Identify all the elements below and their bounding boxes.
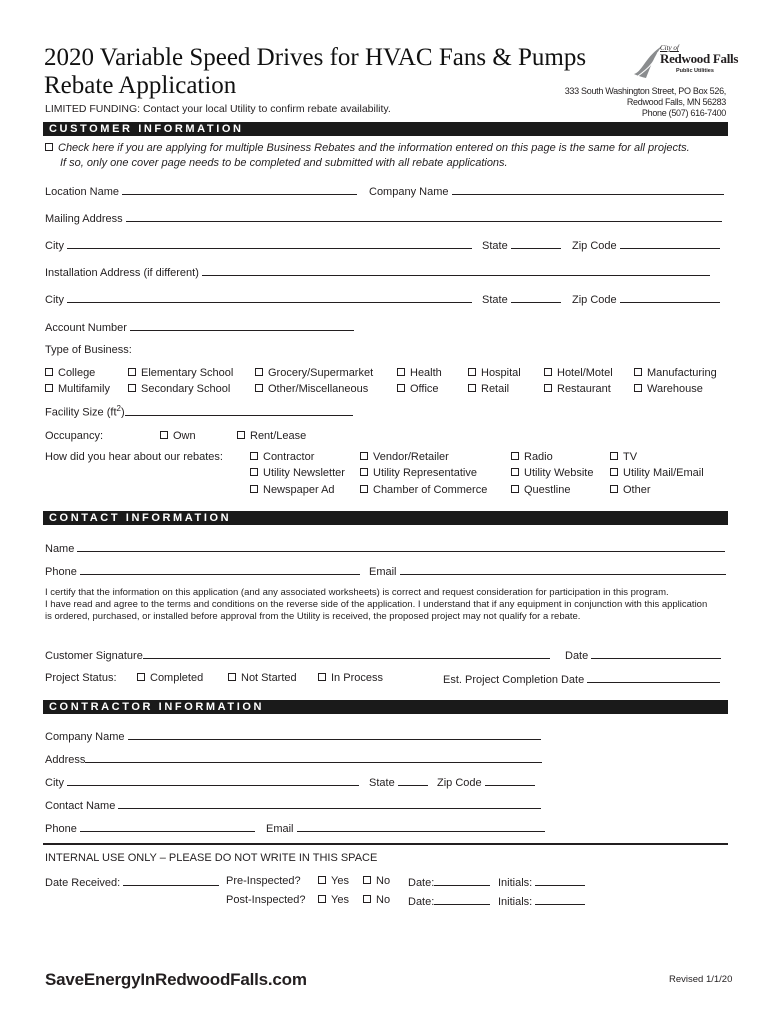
business-hospital-checkbox[interactable] [468, 368, 476, 376]
occupancy-rent-label: Rent/Lease [250, 430, 307, 442]
note-line-2: If so, only one cover page needs to be completed and submitted with all rebate applications. [60, 157, 508, 169]
no-label: No [376, 875, 391, 887]
hear-other[interactable] [610, 484, 651, 496]
installation-address-label: Installation Address (if different) [45, 267, 199, 279]
contractor-contact-row [45, 798, 541, 812]
business-health-checkbox[interactable] [397, 368, 405, 376]
business-health-label: Health [410, 367, 442, 379]
business-hotel-motel-label: Hotel/Motel [557, 367, 613, 379]
contractor-info-heading: CONTRACTOR INFORMATION [43, 700, 728, 714]
post-date-label: Date: [408, 896, 435, 908]
contact-email-label: Email [369, 566, 397, 578]
hear-vendor-retailer-checkbox[interactable] [360, 452, 368, 460]
business-secondary-school[interactable] [128, 383, 230, 395]
business-multifamily-label: Multifamily [58, 383, 110, 395]
contact-email-row [369, 564, 726, 578]
yes-label: Yes [331, 875, 349, 887]
contractor-company-label: Company Name [45, 731, 125, 743]
status-not-started-checkbox[interactable] [228, 673, 236, 681]
hear-radio-label: Radio [524, 451, 553, 463]
installation-address-field[interactable] [202, 265, 710, 276]
hear-utility-website-checkbox[interactable] [511, 468, 519, 476]
zip-row-2 [572, 292, 720, 306]
contractor-company-row [45, 729, 541, 743]
hear-questline-checkbox[interactable] [511, 485, 519, 493]
multiple-rebates-note [45, 141, 690, 156]
contact-phone-row [45, 564, 360, 578]
location-name-row [45, 184, 357, 198]
hear-utility-website-label: Utility Website [524, 467, 594, 479]
hear-utility-representative[interactable] [360, 467, 477, 479]
contractor-contact-label: Contact Name [45, 800, 116, 812]
pre-initials-label: Initials: [498, 877, 533, 889]
state-field[interactable] [511, 238, 561, 249]
facility-size-row [45, 404, 353, 419]
occupancy-own[interactable] [160, 430, 196, 442]
hear-radio[interactable] [511, 451, 553, 463]
type-of-business-label: Type of Business: [45, 344, 132, 356]
hear-utility-newsletter-label: Utility Newsletter [263, 467, 345, 479]
limited-funding-note: LIMITED FUNDING: Contact your local Utility to confirm rebate availability. [45, 103, 391, 115]
business-restaurant-checkbox[interactable] [544, 384, 552, 392]
occupancy-own-checkbox[interactable] [160, 431, 168, 439]
contact-phone-field[interactable] [80, 564, 360, 575]
yes-label: Yes [331, 894, 349, 906]
post-inspected-yes[interactable] [318, 894, 349, 906]
contractor-address-row [45, 752, 542, 766]
est-completion-field[interactable] [587, 672, 720, 683]
business-grocery-supermarket-checkbox[interactable] [255, 368, 263, 376]
internal-use-heading: INTERNAL USE ONLY – PLEASE DO NOT WRITE IN THIS SPACE [45, 852, 378, 864]
business-retail-checkbox[interactable] [468, 384, 476, 392]
post-inspected-label: Post-Inspected? [226, 894, 306, 906]
business-hospital[interactable] [468, 367, 521, 379]
contractor-email-row [266, 821, 545, 835]
page-title-line1: 2020 Variable Speed Drives for HVAC Fans & Pumps [44, 44, 587, 71]
business-grocery-supermarket-label: Grocery/Supermarket [268, 367, 374, 379]
signature-date-field[interactable] [591, 648, 721, 659]
address-line-3: Phone (507) 616-7400 [641, 108, 726, 118]
city-label: City [45, 240, 64, 252]
hear-questline[interactable] [511, 484, 570, 496]
business-manufacturing-checkbox[interactable] [634, 368, 642, 376]
contact-name-field[interactable] [77, 541, 725, 552]
pre-inspected-no-checkbox[interactable] [363, 876, 371, 884]
hear-about-label: How did you hear about our rebates: [45, 451, 223, 463]
contractor-address-label: Address [45, 754, 86, 766]
contact-email-field[interactable] [400, 564, 726, 575]
certification-line-2: I have read and agree to the terms and conditions on the reverse side of the application. I understand that if any equipment in conjunction with this application [45, 599, 708, 610]
contractor-city-field[interactable] [67, 775, 359, 786]
business-manufacturing-label: Manufacturing [647, 367, 717, 379]
signature-row [45, 648, 550, 662]
facility-size-label: Facility Size (ft [45, 406, 117, 419]
business-elementary-school-label: Elementary School [141, 367, 234, 379]
mailing-address-label: Mailing Address [45, 213, 123, 225]
installation-city-field[interactable] [67, 292, 472, 303]
no-label: No [376, 894, 391, 906]
est-completion-label: Est. Project Completion Date [443, 674, 585, 686]
business-college[interactable] [45, 367, 95, 379]
business-warehouse-checkbox[interactable] [634, 384, 642, 392]
status-in-process-checkbox[interactable] [318, 673, 326, 681]
business-other-miscellaneous-label: Other/Miscellaneous [268, 383, 369, 395]
pre-inspected-yes[interactable] [318, 875, 349, 887]
hear-other-checkbox[interactable] [610, 485, 618, 493]
hear-radio-checkbox[interactable] [511, 452, 519, 460]
state-label: State [482, 240, 508, 252]
hear-utility-representative-checkbox[interactable] [360, 468, 368, 476]
company-name-row [369, 184, 724, 198]
business-multifamily-checkbox[interactable] [45, 384, 53, 392]
signature-date-row [565, 648, 721, 662]
contractor-state-field[interactable] [398, 775, 428, 786]
contractor-email-label: Email [266, 823, 294, 835]
business-health[interactable] [397, 367, 442, 379]
status-not-started[interactable] [228, 672, 297, 684]
account-number-label: Account Number [45, 322, 127, 334]
website-footer: SaveEnergyInRedwoodFalls.com [45, 970, 307, 989]
note-line-1: Check here if you are applying for multiple Business Rebates and the information entered on this page is the same for all projects. [58, 142, 690, 154]
business-secondary-school-label: Secondary School [141, 383, 231, 395]
hear-tv[interactable] [610, 451, 637, 463]
contact-name-label: Name [45, 543, 75, 555]
business-manufacturing[interactable] [634, 367, 717, 379]
contractor-phone-label: Phone [45, 823, 77, 835]
occupancy-own-label: Own [173, 430, 196, 442]
hear-vendor-retailer[interactable] [360, 451, 449, 463]
hear-newspaper-ad-label: Newspaper Ad [263, 484, 335, 496]
state-label: State [482, 294, 508, 306]
account-number-field[interactable] [130, 320, 354, 331]
hear-contractor[interactable] [250, 451, 314, 463]
state-row-2 [482, 292, 561, 306]
hear-utility-representative-label: Utility Representative [373, 467, 477, 479]
post-initials-row [498, 894, 585, 908]
hear-utility-website[interactable] [511, 467, 593, 479]
hear-chamber-of-commerce-checkbox[interactable] [360, 485, 368, 493]
contractor-state-label: State [369, 777, 395, 789]
pre-date-label: Date: [408, 877, 435, 889]
city-row-2 [45, 292, 472, 306]
occupancy-rent[interactable] [237, 430, 306, 442]
contact-info-heading: CONTACT INFORMATION [43, 511, 728, 525]
business-college-checkbox[interactable] [45, 368, 53, 376]
company-name-label: Company Name [369, 186, 449, 198]
status-in-process[interactable] [318, 672, 383, 684]
pre-inspected-yes-checkbox[interactable] [318, 876, 326, 884]
hear-utility-mail-email[interactable] [610, 467, 704, 479]
installation-zip-field[interactable] [620, 292, 720, 303]
post-initials-field[interactable] [535, 894, 585, 905]
contractor-state-row [369, 775, 428, 789]
zip-label: Zip Code [572, 294, 617, 306]
mailing-address-field[interactable] [126, 211, 722, 222]
post-inspected-no-checkbox[interactable] [363, 895, 371, 903]
occupancy-rent-checkbox[interactable] [237, 431, 245, 439]
pre-initials-field[interactable] [535, 875, 585, 886]
page-title-line2: Rebate Application [44, 72, 237, 99]
status-completed-label: Completed [150, 672, 204, 684]
facility-size-close: ) [120, 406, 125, 419]
hear-vendor-retailer-label: Vendor/Retailer [373, 451, 449, 463]
company-name-field[interactable] [452, 184, 724, 195]
date-received-row [45, 875, 219, 889]
internal-divider [43, 843, 728, 845]
mailing-address-row [45, 211, 722, 225]
state-row-1 [482, 238, 561, 252]
hear-utility-newsletter-checkbox[interactable] [250, 468, 258, 476]
status-not-started-label: Not Started [241, 672, 297, 684]
business-other-miscellaneous[interactable] [255, 383, 368, 395]
pre-initials-row [498, 875, 585, 889]
business-office-label: Office [410, 383, 439, 395]
multiple-rebates-checkbox[interactable] [45, 143, 53, 151]
logo-name: Redwood Falls [660, 51, 739, 66]
contractor-city-row [45, 775, 359, 789]
certification-line-3: is ordered, purchased, or installed before approval from the Utility is received, the proposed project may not qualify for a rebate. [45, 611, 581, 622]
business-restaurant[interactable] [544, 383, 611, 395]
post-date-row [408, 894, 490, 908]
customer-info-heading: CUSTOMER INFORMATION [43, 122, 728, 136]
signature-date-label: Date [565, 650, 589, 662]
contractor-phone-row [45, 821, 255, 835]
business-hotel-motel[interactable] [544, 367, 613, 379]
hear-questline-label: Questline [524, 484, 571, 496]
hear-newspaper-ad[interactable] [250, 484, 335, 496]
business-hospital-label: Hospital [481, 367, 521, 379]
business-elementary-school-checkbox[interactable] [128, 368, 136, 376]
city-row-1 [45, 238, 472, 252]
city-field[interactable] [67, 238, 472, 249]
hear-newspaper-ad-checkbox[interactable] [250, 485, 258, 493]
pre-inspected-no[interactable] [363, 875, 390, 887]
contact-phone-label: Phone [45, 566, 77, 578]
status-completed-checkbox[interactable] [137, 673, 145, 681]
hear-contractor-checkbox[interactable] [250, 452, 258, 460]
hear-chamber-of-commerce[interactable] [360, 484, 487, 496]
address-line-1: 333 South Washington Street, PO Box 526, [564, 86, 726, 96]
business-retail-label: Retail [481, 383, 510, 395]
city-label: City [45, 294, 64, 306]
contractor-email-field[interactable] [297, 821, 545, 832]
post-date-field[interactable] [434, 894, 490, 905]
contact-name-row [45, 541, 725, 555]
business-grocery-supermarket[interactable] [255, 367, 373, 379]
business-secondary-school-checkbox[interactable] [128, 384, 136, 392]
contractor-contact-field[interactable] [118, 798, 541, 809]
hear-tv-label: TV [623, 451, 638, 463]
utility-address [565, 86, 726, 119]
zip-label: Zip Code [572, 240, 617, 252]
hear-contractor-label: Contractor [263, 451, 315, 463]
occupancy-label: Occupancy: [45, 430, 104, 442]
business-retail[interactable] [468, 383, 509, 395]
facility-size-field[interactable] [125, 405, 353, 416]
hear-utility-newsletter[interactable] [250, 467, 345, 479]
business-warehouse-label: Warehouse [647, 383, 703, 395]
pre-inspected-label: Pre-Inspected? [226, 875, 301, 887]
facility-size-sup: 2 [116, 404, 121, 413]
location-name-label: Location Name [45, 186, 119, 198]
hear-tv-checkbox[interactable] [610, 452, 618, 460]
status-completed[interactable] [137, 672, 203, 684]
contractor-city-label: City [45, 777, 64, 789]
logo-city-of: City of [660, 44, 679, 52]
installation-state-field[interactable] [511, 292, 561, 303]
hear-utility-mail-email-checkbox[interactable] [610, 468, 618, 476]
revised-date: Revised 1/1/20 [669, 974, 733, 985]
hear-other-label: Other [623, 484, 651, 496]
hear-chamber-of-commerce-label: Chamber of Commerce [373, 484, 488, 496]
status-in-process-label: In Process [331, 672, 383, 684]
pre-date-field[interactable] [434, 875, 490, 886]
signature-label: Customer Signature [45, 650, 143, 662]
post-initials-label: Initials: [498, 896, 533, 908]
location-name-field[interactable] [122, 184, 357, 195]
pre-date-row [408, 875, 490, 889]
date-received-label: Date Received: [45, 877, 121, 889]
business-office-checkbox[interactable] [397, 384, 405, 392]
post-inspected-yes-checkbox[interactable] [318, 895, 326, 903]
business-multifamily[interactable] [45, 383, 110, 395]
business-elementary-school[interactable] [128, 367, 233, 379]
logo-sub: Public Utilities [676, 68, 714, 74]
contractor-phone-field[interactable] [80, 821, 255, 832]
business-hotel-motel-checkbox[interactable] [544, 368, 552, 376]
contractor-zip-row [437, 775, 535, 789]
certification-line-1: I certify that the information on this application (and any associated worksheets) is correct and request consideration for participation in this program. [45, 587, 669, 598]
business-warehouse[interactable] [634, 383, 703, 395]
address-line-2: Redwood Falls, MN 56283 [626, 97, 726, 107]
contractor-zip-label: Zip Code [437, 777, 482, 789]
business-restaurant-label: Restaurant [557, 383, 611, 395]
zip-field[interactable] [620, 238, 720, 249]
contractor-zip-field[interactable] [485, 775, 535, 786]
signature-field[interactable] [143, 648, 550, 659]
post-inspected-no[interactable] [363, 894, 390, 906]
redwood-falls-logo [632, 44, 739, 80]
hear-utility-mail-email-label: Utility Mail/Email [623, 467, 704, 479]
contractor-address-field[interactable] [85, 752, 542, 763]
date-received-field[interactable] [123, 875, 219, 886]
account-number-row [45, 320, 354, 334]
contractor-company-field[interactable] [128, 729, 541, 740]
installation-address-row [45, 265, 710, 279]
business-office[interactable] [397, 383, 439, 395]
business-college-label: College [58, 367, 96, 379]
zip-row-1 [572, 238, 720, 252]
est-completion-row [443, 672, 720, 686]
business-other-miscellaneous-checkbox[interactable] [255, 384, 263, 392]
project-status-label: Project Status: [45, 672, 117, 684]
